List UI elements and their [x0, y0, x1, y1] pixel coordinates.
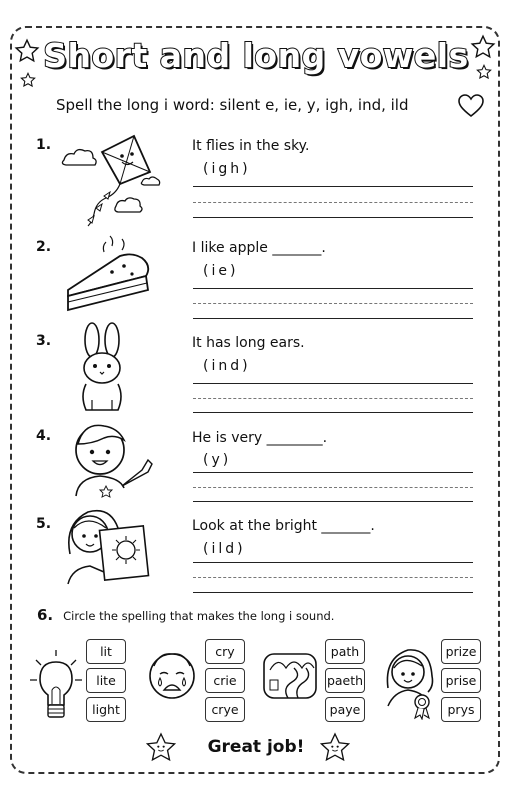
- spelling-hint: (y): [203, 452, 232, 468]
- writing-line[interactable]: [193, 186, 473, 187]
- heart-icon: [458, 94, 484, 118]
- spelling-option[interactable]: crie: [205, 668, 245, 693]
- spelling-option[interactable]: cry: [205, 639, 245, 664]
- pie-icon: [60, 232, 160, 320]
- question-number: 2.: [36, 239, 52, 255]
- smiling-star-icon: [318, 732, 352, 764]
- question-prompt: Look at the bright _______.: [192, 518, 375, 534]
- writing-midline: [193, 487, 473, 488]
- question-prompt: It has long ears.: [192, 335, 305, 351]
- spelling-option[interactable]: lite: [86, 668, 126, 693]
- writing-line[interactable]: [193, 562, 473, 563]
- worksheet-title: Short and long vowels: [43, 36, 469, 75]
- question-number: 6.: [37, 606, 54, 624]
- question-number: 3.: [36, 333, 52, 349]
- writing-line[interactable]: [193, 472, 473, 473]
- spelling-option[interactable]: paye: [325, 697, 365, 722]
- writing-line[interactable]: [193, 288, 473, 289]
- question-prompt: I like apple _______.: [192, 240, 326, 256]
- q6-instruction-row: [37, 606, 334, 624]
- writing-midline: [193, 202, 473, 203]
- rabbit-icon: [70, 322, 134, 414]
- question-number: 1.: [36, 137, 52, 153]
- boy-icon: [66, 420, 176, 498]
- spelling-option[interactable]: path: [325, 639, 365, 664]
- question-prompt: He is very ________.: [192, 430, 328, 446]
- spelling-option[interactable]: prize: [441, 639, 481, 664]
- spelling-option[interactable]: light: [86, 697, 126, 722]
- writing-baseline: [193, 412, 473, 413]
- spelling-option[interactable]: paeth: [325, 668, 365, 693]
- q6-instruction: Circle the spelling that makes the long i sound.: [63, 609, 335, 623]
- spelling-hint: (igh): [203, 161, 251, 177]
- light-bulb-icon: [28, 646, 84, 726]
- spelling-hint: (ind): [203, 358, 251, 374]
- question-number: 4.: [36, 428, 52, 444]
- writing-midline: [193, 398, 473, 399]
- writing-baseline: [193, 217, 473, 218]
- girl-medal-icon: [382, 644, 438, 720]
- question-number: 5.: [36, 516, 52, 532]
- spelling-option[interactable]: prys: [441, 697, 481, 722]
- question-prompt: It flies in the sky.: [192, 138, 310, 154]
- writing-midline: [193, 303, 473, 304]
- writing-midline: [193, 577, 473, 578]
- spelling-option[interactable]: lit: [86, 639, 126, 664]
- girl-drawing-icon: [62, 504, 158, 586]
- spelling-hint: (ild): [203, 541, 246, 557]
- worksheet-subtitle: Spell the long i word: silent e, ie, y, igh, ind, ild: [56, 96, 409, 114]
- writing-baseline: [193, 592, 473, 593]
- kite-icon: [58, 132, 178, 232]
- spelling-hint: (ie): [203, 263, 239, 279]
- writing-baseline: [193, 501, 473, 502]
- spelling-option[interactable]: prise: [441, 668, 481, 693]
- path-icon: [262, 650, 318, 702]
- spelling-option[interactable]: crye: [205, 697, 245, 722]
- crying-face-icon: [146, 646, 198, 706]
- writing-baseline: [193, 318, 473, 319]
- writing-line[interactable]: [193, 383, 473, 384]
- encouragement-text: Great job!: [207, 737, 305, 757]
